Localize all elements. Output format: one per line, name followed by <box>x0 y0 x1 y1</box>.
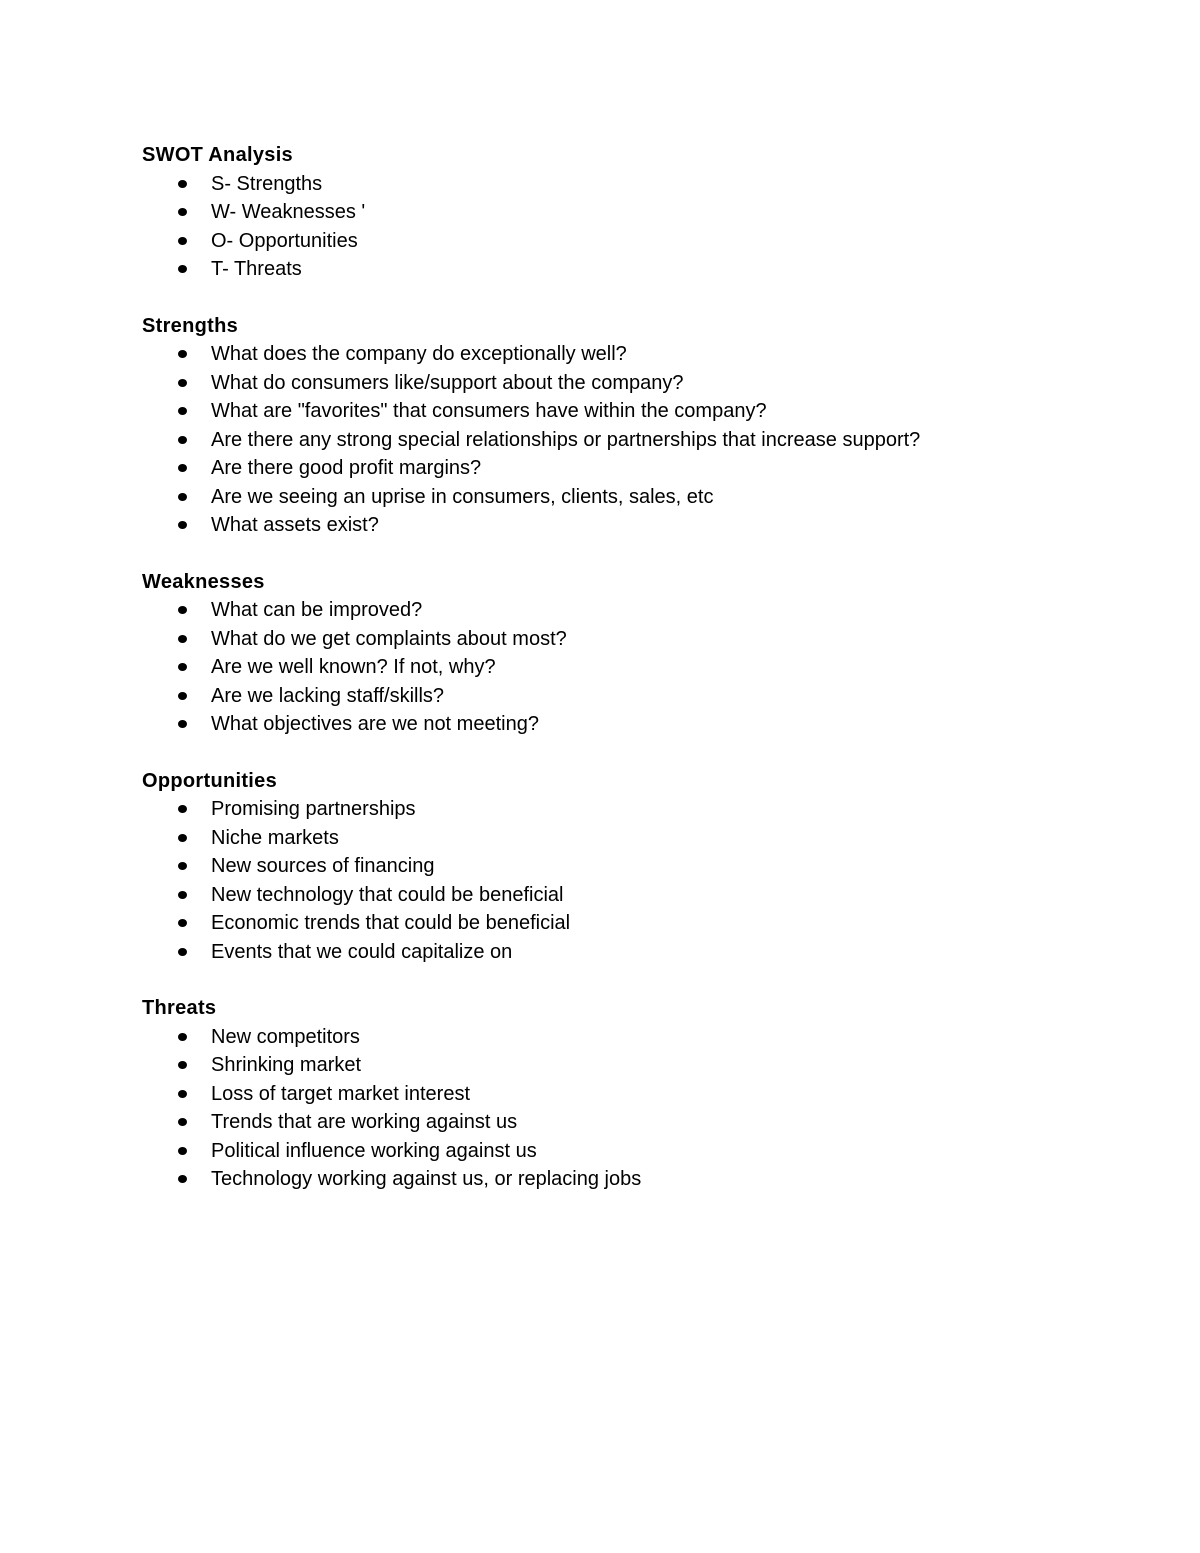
section <box>142 568 1102 739</box>
list-item-text: Niche markets <box>211 826 339 849</box>
list-item <box>142 1137 1102 1166</box>
bullet-icon <box>178 919 187 927</box>
list-item <box>142 170 1102 199</box>
bullet-list <box>142 795 1102 966</box>
bullet-list <box>142 1023 1102 1194</box>
list-item-text: O- Opportunities <box>211 229 358 252</box>
list-item-text: Political influence working against us <box>211 1139 537 1162</box>
list-item <box>142 938 1102 967</box>
bullet-icon <box>178 180 187 188</box>
bullet-icon <box>178 237 187 245</box>
list-item <box>142 340 1102 369</box>
list-item-text: Are we lacking staff/skills? <box>211 684 445 707</box>
list-item-text: S- Strengths <box>211 172 323 195</box>
list-item-text: Events that we could capitalize on <box>211 940 513 963</box>
list-item <box>142 198 1102 227</box>
list-item-text: New technology that could be beneficial <box>211 883 564 906</box>
list-item <box>142 653 1102 682</box>
list-item-text: Technology working against us, or replacing jobs <box>211 1168 642 1190</box>
list-item-text: What objectives are we not meeting? <box>211 713 539 735</box>
bullet-icon <box>178 521 187 529</box>
list-item <box>142 852 1102 881</box>
list-item <box>142 596 1102 625</box>
bullet-icon <box>178 692 187 700</box>
list-item <box>142 710 1102 739</box>
section <box>142 994 1102 1194</box>
list-item <box>142 511 1102 540</box>
list-item-text: New competitors <box>211 1025 360 1048</box>
list-item-text: What does the company do exceptionally well? <box>211 343 627 365</box>
list-item-text: Are there any strong special relationships or partnerships that increase support? <box>211 428 921 451</box>
list-item <box>142 483 1102 512</box>
section <box>142 767 1102 967</box>
bullet-icon <box>178 464 187 472</box>
bullet-icon <box>178 606 187 614</box>
list-item <box>142 625 1102 654</box>
list-item <box>142 1165 1102 1194</box>
bullet-icon <box>178 1090 187 1098</box>
list-item <box>142 824 1102 853</box>
bullet-icon <box>178 948 187 956</box>
list-item-text: Are we seeing an uprise in consumers, clients, sales, etc <box>211 485 714 508</box>
list-item <box>142 227 1102 256</box>
bullet-icon <box>178 862 187 870</box>
list-item-text: New sources of financing <box>211 855 435 877</box>
list-item <box>142 369 1102 398</box>
bullet-icon <box>178 805 187 813</box>
list-item <box>142 255 1102 284</box>
list-item-text: Economic trends that could be beneficial <box>211 912 571 934</box>
list-item-text: What assets exist? <box>211 514 379 536</box>
bullet-icon <box>178 265 187 273</box>
list-item <box>142 881 1102 910</box>
section <box>142 141 1102 284</box>
bullet-icon <box>178 493 187 501</box>
list-item <box>142 1023 1102 1052</box>
list-item <box>142 454 1102 483</box>
list-item <box>142 682 1102 711</box>
list-item-text: What can be improved? <box>211 599 423 621</box>
list-item-text: T- Threats <box>211 258 302 280</box>
bullet-icon <box>178 635 187 643</box>
list-item-text: Shrinking market <box>211 1054 362 1076</box>
bullet-icon <box>178 891 187 899</box>
section-heading: Opportunities <box>142 769 278 792</box>
bullet-icon <box>178 208 187 216</box>
list-item-text: W- Weaknesses ' <box>211 201 366 223</box>
section-heading: Strengths <box>142 314 239 337</box>
bullet-icon <box>178 379 187 387</box>
bullet-icon <box>178 720 187 728</box>
list-item <box>142 426 1102 455</box>
list-item <box>142 1108 1102 1137</box>
section-heading: SWOT Analysis <box>142 144 293 166</box>
list-item-text: What do we get complaints about most? <box>211 627 567 650</box>
bullet-icon <box>178 407 187 415</box>
list-item <box>142 795 1102 824</box>
section-heading: Weaknesses <box>142 570 265 593</box>
bullet-icon <box>178 1118 187 1126</box>
bullet-icon <box>178 834 187 842</box>
list-item-text: What do consumers like/support about the company? <box>211 371 684 394</box>
list-item <box>142 1051 1102 1080</box>
list-item-text: Loss of target market interest <box>211 1082 471 1105</box>
list-item <box>142 397 1102 426</box>
section <box>142 312 1102 540</box>
list-item-text: Promising partnerships <box>211 798 416 820</box>
bullet-icon <box>178 1033 187 1041</box>
list-item-text: Are we well known? If not, why? <box>211 656 496 678</box>
bullet-icon <box>178 663 187 671</box>
bullet-icon <box>178 1061 187 1069</box>
bullet-icon <box>178 1147 187 1155</box>
bullet-list <box>142 170 1102 284</box>
bullet-icon <box>178 436 187 444</box>
bullet-icon <box>178 1175 187 1183</box>
list-item <box>142 1080 1102 1109</box>
document-content <box>142 141 1102 1222</box>
bullet-list <box>142 596 1102 739</box>
list-item-text: Trends that are working against us <box>211 1111 518 1133</box>
section-heading: Threats <box>142 997 217 1019</box>
bullet-icon <box>178 350 187 358</box>
list-item-text: Are there good profit margins? <box>211 457 482 479</box>
bullet-list <box>142 340 1102 540</box>
list-item <box>142 909 1102 938</box>
list-item-text: What are "favorites" that consumers have within the company? <box>211 400 767 422</box>
